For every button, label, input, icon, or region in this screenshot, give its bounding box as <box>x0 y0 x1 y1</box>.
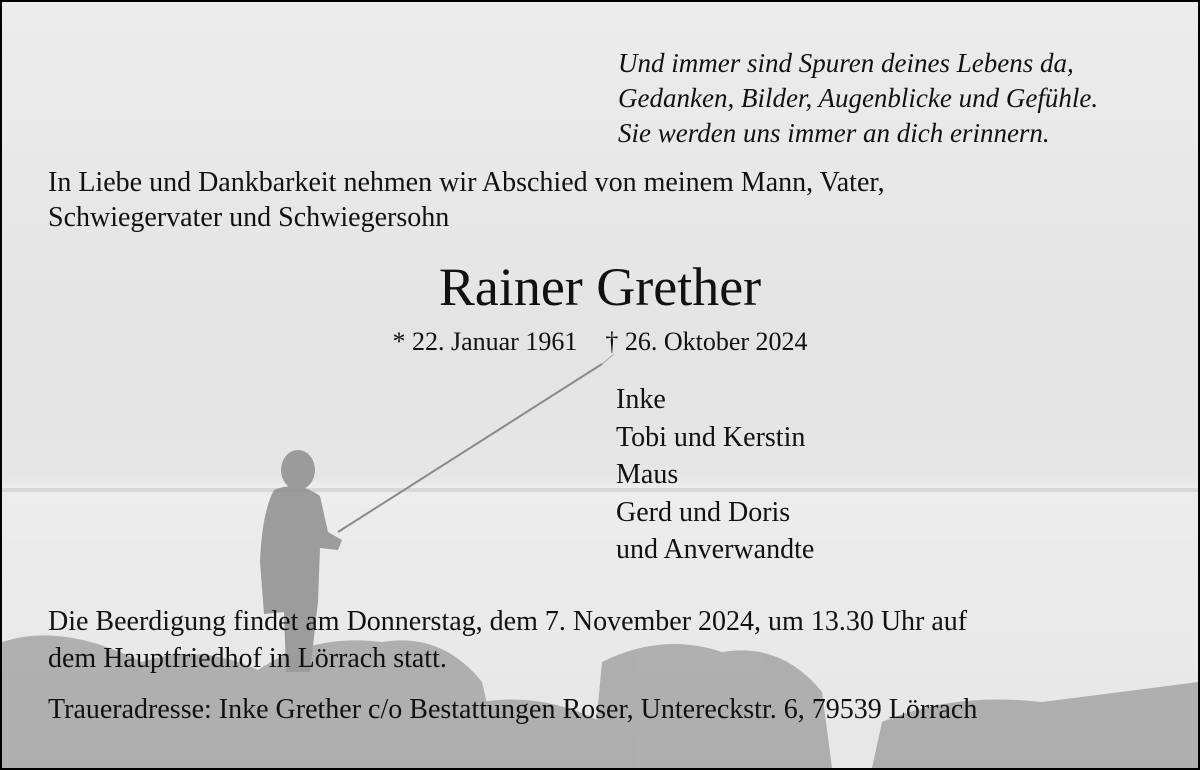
mourner-name: Inke <box>616 384 666 415</box>
funeral-line: Die Beerdigung findet am Donnerstag, dem 7. November 2024, um 13.30 Uhr auf <box>48 606 968 637</box>
intro-line: Schwiegervater und Schwiegersohn <box>48 202 450 233</box>
intro-text <box>48 165 885 235</box>
death-date: † 26. Oktober 2024 <box>605 327 808 356</box>
life-dates <box>2 325 1198 359</box>
memorial-quote <box>618 46 1098 151</box>
funeral-line: dem Hauptfriedhof in Lörrach statt. <box>48 643 447 674</box>
intro-line: In Liebe und Dankbarkeit nehmen wir Abschied von meinem Mann, Vater, <box>48 167 885 198</box>
deceased-name: Rainer Grether <box>438 257 762 317</box>
funeral-details <box>48 603 967 677</box>
mourners-list <box>616 381 814 569</box>
mourner-name: Tobi und Kerstin <box>616 421 806 453</box>
mourner-name: und Anverwandte <box>616 534 815 565</box>
quote-line: Sie werden uns immer an dich erinnern. <box>618 118 1050 148</box>
birth-date: * 22. Januar 1961 <box>392 327 578 356</box>
quote-line: Gedanken, Bilder, Augenblicke und Gefühle. <box>618 83 1099 113</box>
quote-line: Und immer sind Spuren deines Lebens da, <box>618 48 1074 78</box>
horizon-line <box>2 488 1198 492</box>
mourning-address: Traueradresse: Inke Grether c/o Bestattungen Roser, Untereckstr. 6, 79539 Lörrach <box>48 694 978 725</box>
mourner-name: Maus <box>616 459 679 490</box>
mourner-name: Gerd und Doris <box>616 496 791 528</box>
